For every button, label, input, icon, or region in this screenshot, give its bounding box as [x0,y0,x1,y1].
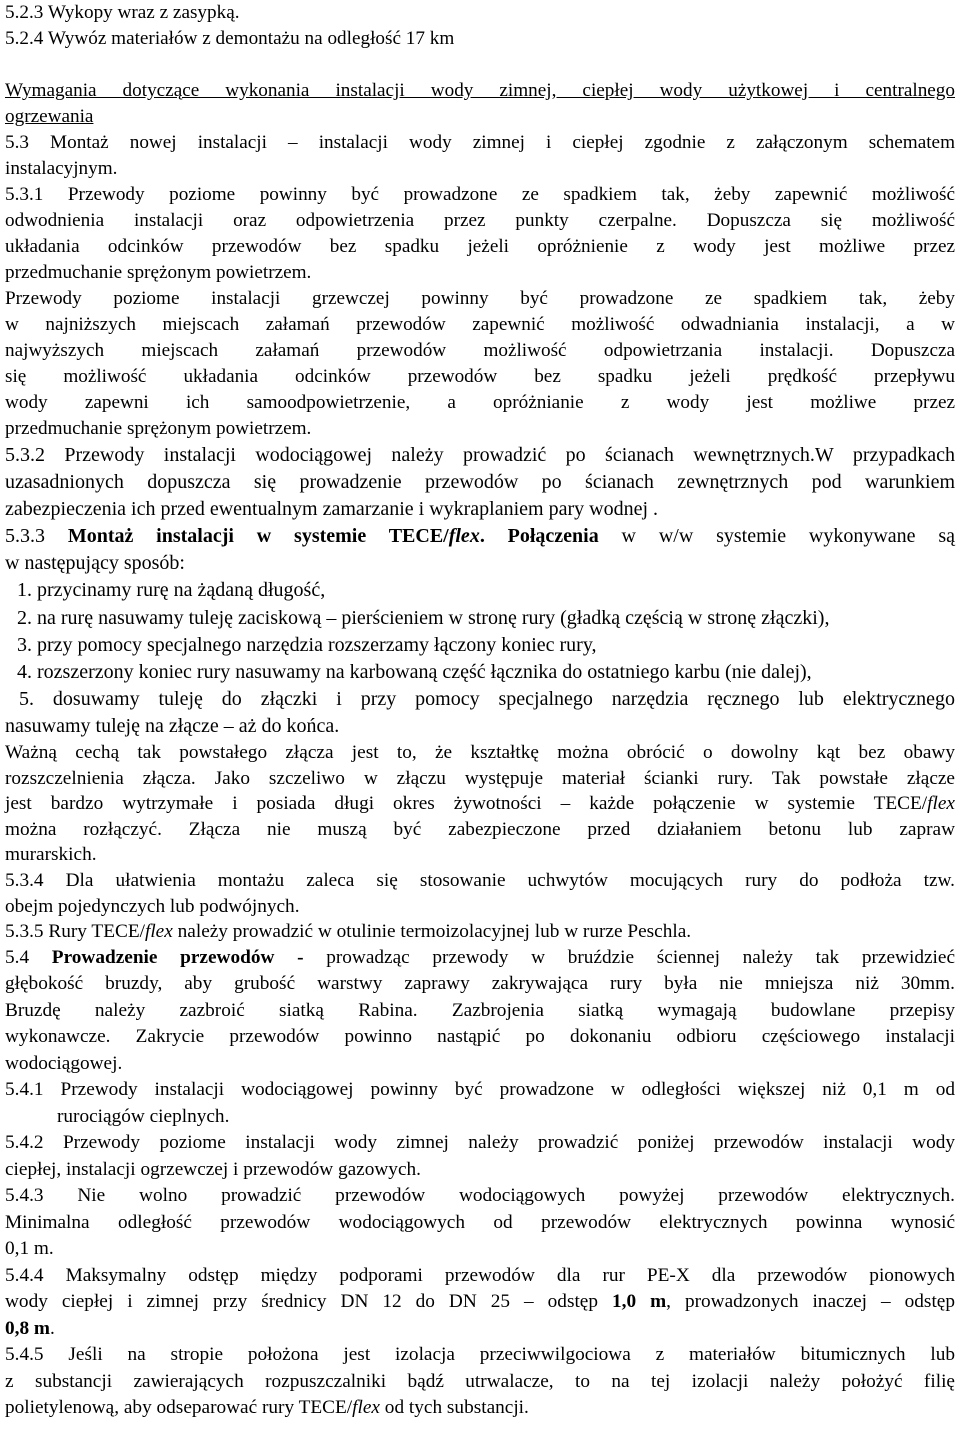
text-line: 5.2.3 Wykopy wraz z zasypką. [5,2,240,23]
list-item: 4. rozszerzony koniec rury nasuwamy na karbowaną część łącznika do ostatniego karbu (nie dalej), [17,660,812,683]
text-line: wody zapewni ich samoodpowietrzenie, a opróżnianie z wody jest możliwe przez [5,392,955,413]
text-line: 5.3.1 Przewody poziome powinny być prowadzone ze spadkiem tak, żeby zapewnić możliwość [5,184,955,205]
text-line: nasuwamy tuleję na złącze – aż do końca. [5,714,340,737]
text-span: prowadząc przewody w bruździe ściennej należy tak przewidzieć [303,946,955,968]
bold-value: 0,8 m [5,1317,50,1339]
text-line: 5.4.2 Przewody poziome instalacji wody zimnej należy prowadzić poniżej przewodów instalacji wody [5,1132,955,1154]
text-span: , prowadzonych inaczej – odstęp [666,1291,955,1313]
text-line [5,945,955,972]
text-line [5,1316,955,1343]
text-line [5,919,955,945]
text-line: 5.3 Montaż nowej instalacji – instalacji wody zimnej i ciepłej zgodnie z załączonym schematem [5,132,955,153]
list-item: 3. przy pomocy specjalnego narzędzia rozszerzamy łączony koniec rury, [17,633,597,656]
text-span: wody ciepłej i zimnej przy średnicy DN 12 do DN 25 – odstęp [5,1291,612,1313]
text-line [5,52,955,78]
text-span: należy prowadzić w otulinie termoizolacyjnej lub w rurze Peschla. [172,921,692,943]
text-line: układania odcinków przewodów bez spadku jeżeli opróżnienie z wody jest możliwe przez [5,236,955,257]
text-line: ciepłej, instalacji ogrzewczej i przewodów gazowych. [5,1158,421,1180]
text-line: rurociągów cieplnych. [57,1105,230,1127]
text-line [5,791,955,817]
section-heading: ogrzewania [5,106,94,127]
section-number: 5.3.3 [5,525,68,548]
text-line: odwodnienia instalacji oraz odpowietrzenia przez punkty czerpalne. Dopuszcza się możliwość [5,210,955,231]
text-line: 5.3.2 Przewody instalacji wodociągowej należy prowadzić po ścianach wewnętrznych.W przypadkach [5,444,955,466]
text-span: . [49,1317,55,1339]
bold-text: Połączenia [507,525,599,548]
bold-heading: Prowadzenie przewodów - [51,946,304,968]
brand-flex: flex [352,1397,380,1419]
list-item: 2. na rurę nasuwamy tuleję zaciskową – pierścieniem w stronę rury (gładką częścią w stronę złączki), [17,606,830,629]
text-line: 5.4.5 Jeśli na stropie położona jest izolacja przeciwwilgociowa z materiałów bitumicznych lub [5,1344,955,1366]
heating-pipes-paragraph [5,286,955,442]
text-line: głębokość bruzdy, aby grubość warstwy zaprawy zakrywająca rury była nie mniejsza niż 30mm. [5,973,955,995]
list-item: 1. przycinamy rurę na żądaną długość, [17,579,326,602]
text-line: przedmuchanie sprężonym powietrzem. [5,418,312,439]
text-line: obejm pojedynczych lub podwójnych. [5,895,300,917]
text-span: polietylenową, aby odseparować rury TECE/ [5,1397,353,1419]
text-line: 0,1 m. [5,1238,54,1260]
text-line: przedmuchanie sprężonym powietrzem. [5,262,312,283]
text-line: w następujący sposób: [5,552,185,575]
text-line: murarskich. [5,844,97,866]
text-line [5,1289,955,1316]
text-line: 5.4.3 Nie wolno prowadzić przewodów wodociągowych powyżej przewodów elektrycznych. [5,1185,955,1207]
text-line: w najniższych miejscach załamań przewodów zapewnić możliwość odwadniania instalacji, a w [5,314,955,335]
section-5-3-2-to-5-3-3 [5,442,955,740]
text-line [5,1395,955,1422]
text-line: rozszczelnienia złącza. Jako szczeliwo w złączu występuje materiał ścianki rury. Tak powstałe złącze [5,767,955,789]
text-line: 5.4.4 Maksymalny odstęp między podporami przewodów dla rur PE-X dla przewodów pionowych [5,1264,955,1286]
text-line: wykonawcze. Zakrycie przewodów powinno nastąpić po dokonaniu odbioru częściowego instalacji [5,1026,955,1048]
text-line: najwyższych miejscach załamań przewodów możliwość odpowietrzania instalacji. Dopuszcza [5,340,955,361]
text-line: uzasadnionych dopuszcza się prowadzenie przewodów po ścianach zewnętrznych pod warunkiem [5,471,955,494]
section-heading: Wymagania dotyczące wykonania instalacji wody zimnej, ciepłej wody użytkowej i centralnego [5,80,955,101]
text-span: 5.3.5 Rury TECE/ [5,921,145,943]
list-item: 5. dosuwamy tuleję do złączki i przy pomocy specjalnego narzędzia ręcznego lub elektrycznego [19,687,955,710]
text-line: z substancji zawierających rozpuszczalniki bądź utrwalacze, to na tej izolacji należy położyć filię [5,1370,955,1392]
brand-flex: flex [927,793,955,815]
text-span: w w/w systemie wykonywane są [598,525,956,548]
bold-heading: Montaż instalacji w systemie TECE/ [67,525,449,548]
text-line: Przewody poziome instalacji grzewczej powinny być prowadzone ze spadkiem tak, żeby [5,288,955,309]
brand-flex: flex [144,921,173,943]
text-line: instalacyjnym. [5,158,118,179]
text-span: jest bardzo wytrzymałe i posiada długi okres żywotności – każde połączenie w systemie TECE/ [5,793,928,815]
brand-flex: flex [448,525,480,548]
text-line [5,523,955,550]
text-span: od tych substancji. [379,1397,529,1419]
text-line: 5.4.1 Przewody instalacji wodociągowej powinny być prowadzone w odległości większej niż 0,1 m od [5,1079,955,1101]
section-5-4 [5,945,955,1422]
text-line: zabezpieczenia ich przed ewentualnym zamarzanie i wykraplaniem pary wodnej . [5,498,659,521]
text-line: Ważną cechą tak powstałego złącza jest to, że kształtkę można obrócić o dowolny kąt bez obawy [5,742,955,764]
text-line: Bruzdę należy zazbroić siatką Rabina. Zazbrojenia siatką wymagają budowlane przepisy [5,999,955,1021]
bold-value: 1,0 m [612,1291,667,1313]
text-line: się możliwość układania odcinków przewodów bez spadku jeżeli prędkość przepływu [5,366,955,387]
bold-text: . [479,525,508,548]
text-line: 5.2.4 Wywóz materiałów z demontażu na odległość 17 km [5,28,455,49]
section-number: 5.4 [5,946,52,968]
section-5-2-and-5-3-intro [5,0,955,286]
text-line: wodociągowej. [5,1052,123,1074]
text-line: Minimalna odległość przewodów wodociągowych od przewodów elektrycznych powinna wynosić [5,1211,955,1233]
connection-features-paragraph [5,740,955,945]
text-line: można rozłączyć. Złącza nie muszą być zabezpieczone przed działaniem betonu lub zapraw [5,818,955,840]
text-line: 5.3.4 Dla ułatwienia montażu zaleca się stosowanie uchwytów mocujących rury do podłoża tzw. [5,870,955,891]
